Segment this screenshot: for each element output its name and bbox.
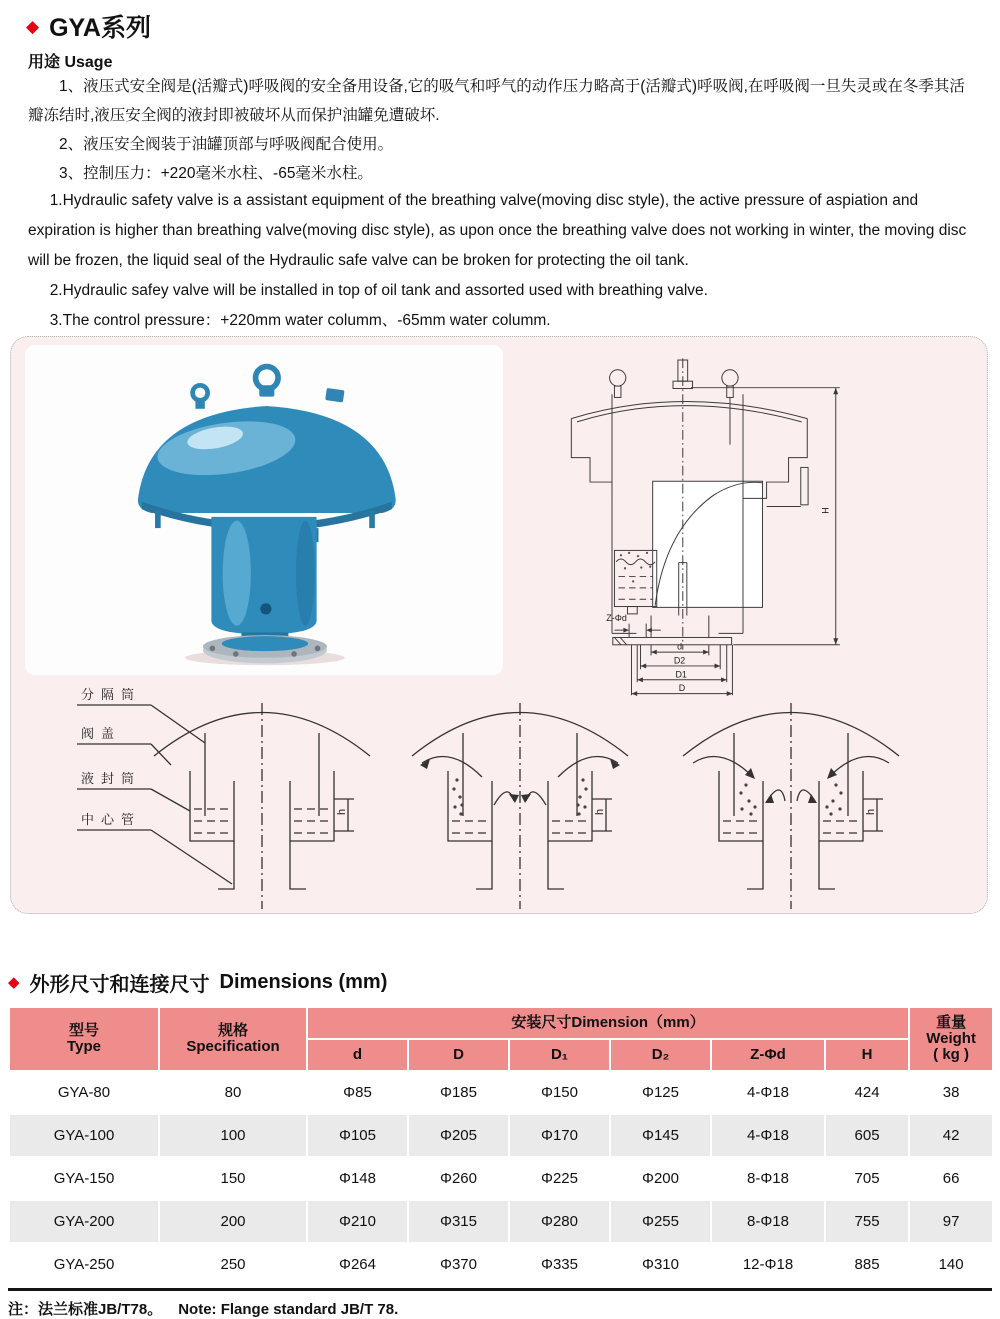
cell-d2: Φ200 (611, 1158, 710, 1199)
cell-type: GYA-80 (10, 1072, 158, 1113)
cell-type: GYA-150 (10, 1158, 158, 1199)
cell-spec: 80 (160, 1072, 306, 1113)
series-title (26, 8, 151, 44)
usage-paragraphs-en (28, 186, 976, 336)
col-header-d2: D₂ (611, 1040, 710, 1070)
cell-d: Φ148 (308, 1158, 407, 1199)
product-photo (25, 345, 503, 675)
cell-d: Φ85 (308, 1072, 407, 1113)
usage-zh-item-3: 3、控制压力：+220毫米水柱、-65毫米水柱。 (59, 165, 373, 182)
dimensions-section-title (8, 968, 387, 997)
col-header-big-d: D (409, 1040, 508, 1070)
cell-d1: Φ335 (510, 1244, 609, 1285)
cell-d2: Φ145 (611, 1115, 710, 1156)
working-schematics (11, 681, 967, 911)
cell-h: 705 (826, 1158, 908, 1199)
cell-spec: 150 (160, 1158, 306, 1199)
dim-label-h: H (820, 507, 831, 514)
schematic-inhale (683, 703, 899, 909)
usage-en-item-3: 3.The control pressure：+220mm water columm、-65mm water columm. (49, 312, 551, 329)
col-header-weight-unit: ( kg ) (933, 1046, 969, 1063)
col-header-h: H (826, 1040, 908, 1070)
usage-zh-item-1: 1、液压式安全阀是(活瓣式)呼吸阀的安全备用设备,它的吸气和呼气的动作压力略高于(活瓣式)呼吸阀,在呼吸阀一旦失灵或在冬季其活瓣冻结时,液压安全阀的液封即被破坏从而保护油罐免遭破坏. (28, 78, 965, 124)
col-header-type-en: Type (67, 1038, 101, 1055)
cell-weight: 140 (910, 1244, 992, 1285)
series-title-text: GYA系列 (49, 14, 151, 42)
col-header-weight-zh: 重量 (936, 1014, 967, 1031)
col-header-weight-en: Weight (926, 1030, 976, 1047)
dim-label-d: d (677, 641, 683, 652)
cell-h: 755 (826, 1201, 908, 1242)
dim-label-h-small-2: h (594, 808, 606, 815)
col-header-spec-en: Specification (186, 1038, 280, 1055)
cell-type: GYA-200 (10, 1201, 158, 1242)
valve-photo-illustration (104, 359, 424, 669)
dim-label-h-small-3: h (865, 808, 877, 815)
cell-spec: 250 (160, 1244, 306, 1285)
diamond-bullet-icon: ◆ (26, 16, 40, 36)
cell-d2: Φ255 (611, 1201, 710, 1242)
dimensions-table (8, 1006, 994, 1287)
table-row (10, 1158, 992, 1199)
schematic-static (77, 687, 370, 909)
dim-label-d1: D1 (675, 669, 687, 680)
dim-label-z-phid: Z-Φd (606, 613, 627, 624)
col-header-spec-zh: 规格 (217, 1022, 248, 1039)
col-header-spec (160, 1008, 306, 1070)
cell-big-d: Φ185 (409, 1072, 508, 1113)
cell-d: Φ264 (308, 1244, 407, 1285)
cell-z-phid: 4-Φ18 (712, 1115, 824, 1156)
cell-z-phid: 8-Φ18 (712, 1158, 824, 1199)
cell-spec: 200 (160, 1201, 306, 1242)
col-header-weight (910, 1008, 992, 1070)
cell-d2: Φ125 (611, 1072, 710, 1113)
usage-heading: 用途 Usage (28, 54, 113, 71)
dimensions-title-zh: 外形尺寸和连接尺寸 (29, 974, 210, 996)
cell-d2: Φ310 (611, 1244, 710, 1285)
cell-d1: Φ150 (510, 1072, 609, 1113)
cell-weight: 42 (910, 1115, 992, 1156)
note-en: Note: Flange standard JB/T 78. (178, 1301, 399, 1318)
usage-en-item-1: 1.Hydraulic safety valve is a assistant equipment of the breathing valve(moving disc style), the active pressure of aspiation and expiration is higher than breathing valve(moving disc style), as upon once the breathing valve does not working in winter, the moving disc will be frozen, the liquid seal of the Hydraulic safe valve can be broken for protecting the oil tank. (28, 192, 967, 269)
cell-big-d: Φ260 (409, 1158, 508, 1199)
usage-zh-item-2: 2、液压安全阀装于油罐顶部与呼吸阀配合使用。 (59, 136, 394, 153)
col-header-type-zh: 型号 (68, 1022, 99, 1039)
cell-big-d: Φ205 (409, 1115, 508, 1156)
col-header-z-phid: Z-Φd (712, 1040, 824, 1070)
cell-h: 885 (826, 1244, 908, 1285)
dim-label-d2: D2 (673, 655, 686, 666)
dim-label-big-d: D (678, 683, 686, 694)
col-header-d1: D₁ (510, 1040, 609, 1070)
cell-big-d: Φ315 (409, 1201, 508, 1242)
col-header-d: d (308, 1040, 407, 1070)
cell-d: Φ105 (308, 1115, 407, 1156)
cell-z-phid: 12-Φ18 (712, 1244, 824, 1285)
table-row (10, 1072, 992, 1113)
flange-standard-note (8, 1288, 992, 1319)
diamond-bullet-icon: ◆ (8, 974, 20, 991)
label-valve-cover: 阀盖 (81, 726, 122, 741)
cell-h: 424 (826, 1072, 908, 1113)
schematic-exhale (412, 703, 628, 909)
cell-spec: 100 (160, 1115, 306, 1156)
cell-d: Φ210 (308, 1201, 407, 1242)
table-row (10, 1244, 992, 1285)
figure-panel (10, 336, 988, 914)
dim-label-h-small-1: h (336, 808, 348, 815)
cell-d1: Φ225 (510, 1158, 609, 1199)
label-center-tube: 中心管 (81, 812, 142, 827)
cell-d1: Φ170 (510, 1115, 609, 1156)
table-row (10, 1115, 992, 1156)
cell-weight: 66 (910, 1158, 992, 1199)
col-header-type (10, 1008, 158, 1070)
cell-big-d: Φ370 (409, 1244, 508, 1285)
note-zh: 注：法兰标准JB/T78。 (8, 1301, 163, 1318)
usage-paragraphs-zh (28, 72, 976, 188)
cell-type: GYA-250 (10, 1244, 158, 1285)
label-separator-cylinder: 分隔筒 (81, 687, 142, 702)
cell-weight: 97 (910, 1201, 992, 1242)
technical-drawing (559, 347, 844, 705)
label-liquid-seal-cylinder: 液封筒 (81, 771, 142, 786)
cell-type: GYA-100 (10, 1115, 158, 1156)
cell-weight: 38 (910, 1072, 992, 1113)
cell-d1: Φ280 (510, 1201, 609, 1242)
dimensions-table-wrap (8, 1006, 992, 1287)
dimensions-title-en: Dimensions (mm) (219, 971, 388, 993)
usage-en-item-2: 2.Hydraulic safey valve will be installed in top of oil tank and assorted used with breathing valve. (49, 282, 708, 299)
cell-z-phid: 4-Φ18 (712, 1072, 824, 1113)
col-header-install-span: 安装尺寸Dimension（mm） (308, 1008, 908, 1038)
table-row (10, 1201, 992, 1242)
cell-z-phid: 8-Φ18 (712, 1201, 824, 1242)
cell-h: 605 (826, 1115, 908, 1156)
